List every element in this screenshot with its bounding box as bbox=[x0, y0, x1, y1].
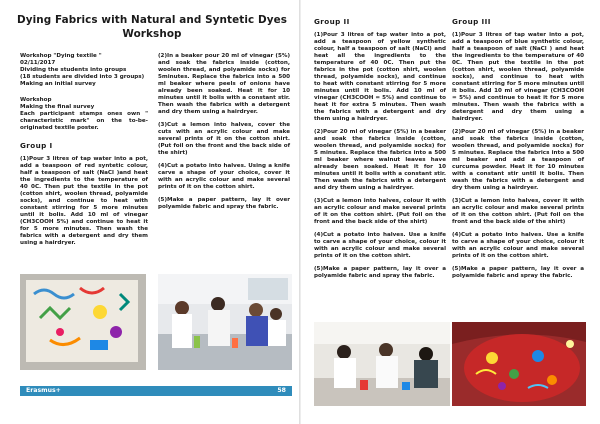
workshop-line-2: Making the final survey bbox=[20, 103, 95, 110]
intro-line-1: Workshop "Dying textile " bbox=[20, 53, 102, 59]
group2-step-5: (5)Make a paper pattern, lay it over a polyamide fabric and spray the fabric. bbox=[314, 265, 446, 279]
students-working-photo bbox=[314, 322, 450, 406]
group1-step-2: (2)In a beaker pour 20 ml of vinegar (5%) and soak the fabrics inside (cotton, woolen thread, and polyamide socks) for 5minutes. Replace the fabrics into a 500 ml beaker where peels of onions have already been soaked. Heat it for 10 minutes until it bolis with a constant stir. Then wash the fabrics with a detergent and dry them using a hairdryer. bbox=[158, 53, 290, 115]
book-gutter bbox=[299, 0, 301, 424]
page-footer-bar bbox=[20, 386, 292, 396]
page-title: Dying Fabrics with Natural and Syntetic Dyes Workshop bbox=[17, 14, 287, 40]
left-column-2 bbox=[158, 53, 290, 217]
group1-heading: Group I bbox=[20, 140, 53, 150]
students-lab-photo bbox=[158, 274, 292, 370]
group3-step-5: (5)Make a paper pattern, lay it over a polyamide fabric and spray the fabric. bbox=[452, 265, 584, 279]
group2-step-1: (1)Pour 3 litres of tap water into a pot, add a teaspoon of yellow synthetic colour, half a teaspoon of salt (NaCl) and heat all the ingredients to the temperature of 40 0C. Then put the fabrics in the pot (cotton shirt, woolen thread, polyamide socks), and continue to heat with constant stirring for 5 more minutes until it bolis. Add 10 ml of vinegar (CH3COOH = 5%) and continue to heat it for extra 5 minutes. Then wash the fabrics with a detergent and dry them using a hairdryer. bbox=[314, 32, 446, 122]
group3-step-1: (1)Pour 3 litres of tap water into a pot, add a teaspoon of blue synthetic colour, half a teaspoon of salt (NaCl ) and heat the ingredients to the temperature of 40 0C. Then put the textile in the pot (cotton shirt, woolen thread, polyamide socks), and continue to heat with constant stirring for 5 more minutes until it bolis. Add 10 ml of vinegar (CH3COOH = 5%) and continue to heat it for 5 more minutes. Then wash the fabrics with a detergent and dry them using a hairdryer. bbox=[452, 32, 584, 122]
intro-line-5: Making an initial survey bbox=[20, 80, 96, 87]
left-column-1 bbox=[20, 53, 148, 253]
textile-poster-photo bbox=[20, 274, 146, 370]
group3-step-2: (2)Pour 20 ml of vinegar (5%) in a beaker and soak the fabrics inside (cotton, woolen thread, and polyamide socks) for 5 minutes. Replace the fabrics into a 500 ml beaker and add a teaspoon of curcuma powder. Heat it for 10 minutes with a constant stir until it bolis. Then wash the fabrics with a detergent and dry them using a hairdryer. bbox=[452, 128, 584, 191]
group1-step-5: (5)Make a paper pattern, lay it over polyamide fabric and spray the fabric. bbox=[158, 196, 290, 210]
group3-heading: Group III bbox=[452, 17, 491, 26]
workshop-line-3: Each participant stamps ones own " characteristic mark" on the to-be-originated textile poster. bbox=[20, 110, 148, 131]
group3-step-3: (3)Cut a lemon into halves, cover it with an acrylic colour and make several prints of it on the cotton shirt. (Put foil on the front and the back side of the shirt) bbox=[452, 197, 584, 225]
group1-step-3: (3)Cut a lemon into halves, cover the cuts with an acrylic colour and make several prints of it on the cotton shirt. (Put foil on the front and the back side of the shirt) bbox=[158, 121, 290, 156]
intro-line-3: Dividing the students into groups bbox=[20, 66, 127, 73]
intro-line-4: (18 students are divided into 3 groups) bbox=[20, 73, 145, 80]
group3-step-4: (4)Cut a potato into halves. Use a knife to carve a shape of your choice, colour it with an acrylic colour and make several prints of it on the cotton shirt. bbox=[452, 231, 584, 259]
group2-step-2: (2)Pour 20 ml of vinegar (5%) in a beaker and soak the fabrics inside (cotton, woolen thread, and polyamide socks) for 5 minutes. Replace the fabrics into a 500 ml beaker where walnut leaves have already been soaked. Heat it for 10 minutes until it bolis with a constant stir. Then wash the fabrics with a detergent and dry them using a hairdryer. bbox=[314, 128, 446, 191]
group1-step-1: (1)Pour 3 litres of tap water into a pot, add a teaspoon of red syntetic colour, half a teaspoon of salt (NaCl )and heat the ingredients to the temperature of 40 0C. Then put the textile in the pot (cotton shirt, woolen thread, polyamide socks), and continue to heat with constant stirring for 5 more minutes until it bolis. Add 10 ml of vinegar (CH3COOH 5%) and continue to heat it for 5 more minutes. Then wash the fabrics with a detergent and dry them using a hairdryer. bbox=[20, 155, 148, 246]
page-number: 58 bbox=[277, 387, 286, 394]
group2-heading: Group II bbox=[314, 17, 350, 26]
group1-step-4: (4)Cut a potato into halves. Using a knife carve a shape of your choice, cover it with an acrylic colour and make several prints of it on the cotton shirt. bbox=[158, 162, 290, 190]
intro-line-2: 02/11/2017 bbox=[20, 59, 56, 66]
workshop-line-1: Workshop bbox=[20, 96, 52, 103]
group2-step-3: (3)Cut a lemon into halves, colour it with an acrylic colour and make several prints of it on the cotton shirt. (Put foil on the front and the back side of the shirt) bbox=[314, 197, 446, 225]
erasmus-logo-text: Erasmus+ bbox=[26, 387, 61, 394]
right-column-group2 bbox=[314, 17, 446, 286]
dyed-fabric-photo bbox=[452, 322, 586, 406]
right-column-group3 bbox=[452, 17, 584, 286]
group2-step-4: (4)Cut a potato into halves. Use a knife to carve a shape of your choice, colour it with an acrylic colour and make several prints of it on the cotton shirt. bbox=[314, 231, 446, 259]
